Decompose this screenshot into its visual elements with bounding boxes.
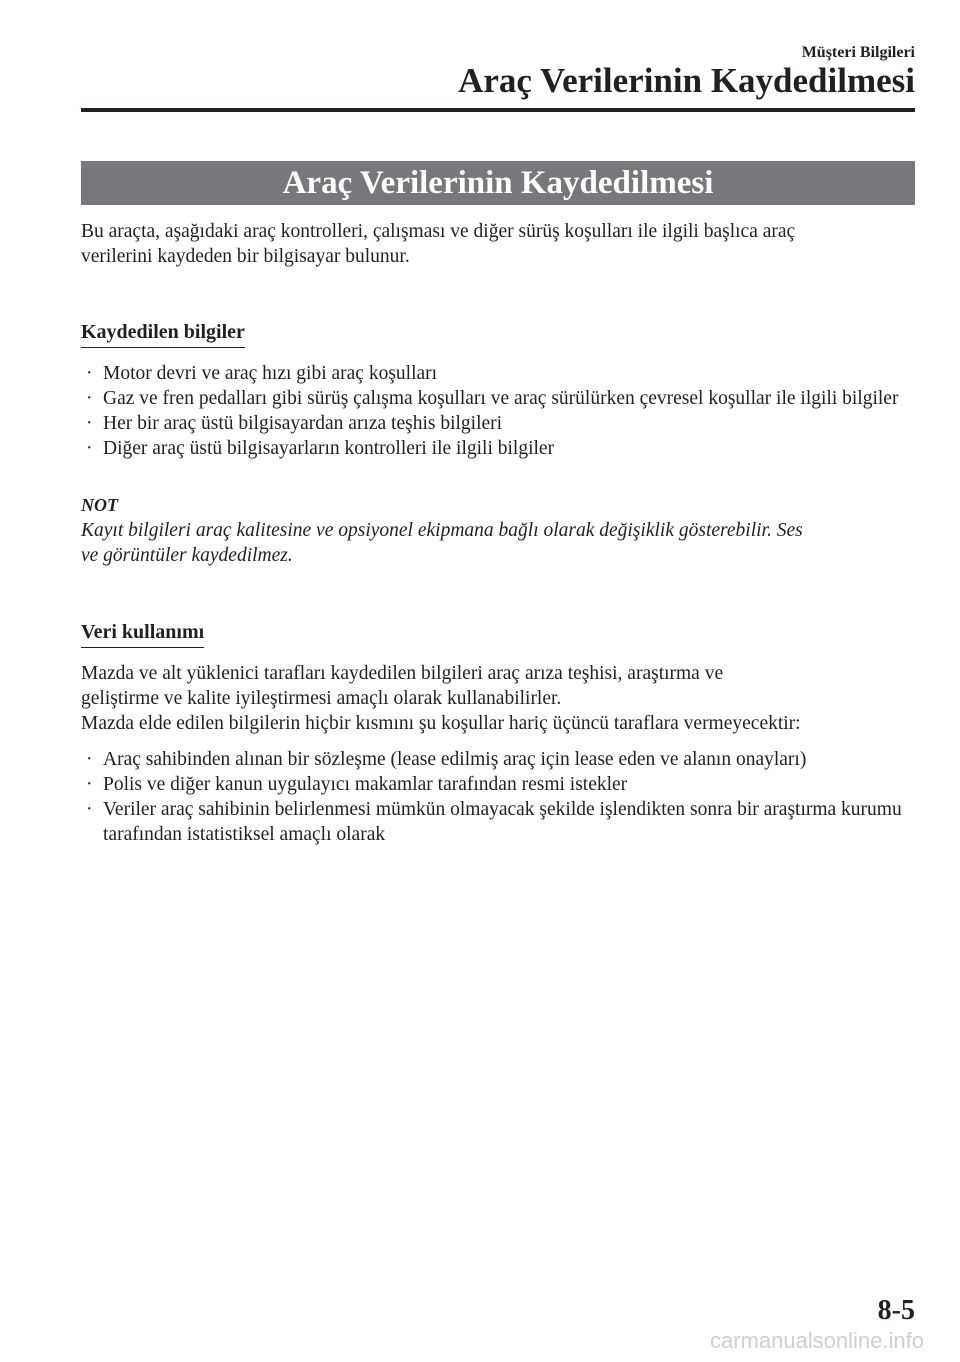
note-line-2: ve görüntüler kaydedilmez.: [81, 545, 293, 566]
data-usage-heading: Veri kullanımı: [81, 620, 204, 648]
list-item: [81, 436, 915, 461]
list-item: [81, 411, 915, 436]
bullet-marker: ·: [86, 363, 93, 384]
header-divider: [81, 108, 915, 112]
list-item-text: Diğer araç üstü bilgisayarların kontrolleri ile ilgili bilgiler: [103, 438, 555, 459]
recorded-info-list: [81, 361, 915, 461]
list-item: [81, 772, 915, 797]
usage-paragraph-line-2: geliştirme ve kalite iyileştirmesi amaçlı olarak kullanabilirler.: [81, 688, 562, 709]
recorded-info-heading: Kaydedilen bilgiler: [81, 320, 245, 348]
usage-conditions-list: [81, 747, 915, 847]
list-item: [81, 797, 915, 847]
bullet-marker: ·: [86, 438, 93, 459]
intro-line-2: verilerini kaydeden bir bilgisayar bulunur.: [81, 246, 410, 267]
watermark: carmanualsonline.info: [709, 1328, 924, 1353]
list-item: [81, 747, 915, 772]
usage-paragraph-line-3: Mazda elde edilen bilgilerin hiçbir kısmını şu koşullar hariç üçüncü taraflara vermeyecektir:: [81, 713, 801, 734]
list-item-text: Her bir araç üstü bilgisayardan arıza teşhis bilgileri: [103, 413, 503, 434]
usage-paragraph-line-1: Mazda ve alt yüklenici tarafları kaydedilen bilgileri araç arıza teşhisi, araştırma ve: [81, 663, 724, 684]
bullet-marker: ·: [86, 749, 93, 770]
list-item-text: Veriler araç sahibinin belirlenmesi mümkün olmayacak şekilde işlendikten sonra bir araştırma kurumu tarafından istatistiksel amaçlı olarak: [103, 799, 902, 845]
running-header-section: Müşteri Bilgileri: [801, 44, 915, 61]
list-item: [81, 361, 915, 386]
bullet-marker: ·: [86, 774, 93, 795]
list-item-text: Polis ve diğer kanun uygulayıcı makamlar tarafından resmi istekler: [103, 774, 628, 795]
running-header-title: Araç Verilerinin Kaydedilmesi: [458, 61, 915, 100]
bullet-marker: ·: [86, 388, 93, 409]
bullet-marker: ·: [86, 413, 93, 434]
bullet-marker: ·: [86, 799, 93, 820]
intro-line-1: Bu araçta, aşağıdaki araç kontrolleri, çalışması ve diğer sürüş koşulları ile ilgili başlıca araç: [81, 221, 796, 242]
list-item-text: Motor devri ve araç hızı gibi araç koşulları: [103, 363, 438, 384]
page-number: 8-5: [877, 1295, 915, 1326]
list-item-text: Araç sahibinden alınan bir sözleşme (lease edilmiş araç için lease eden ve alanın onayları): [103, 749, 807, 770]
list-item: [81, 386, 915, 411]
note-label: NOT: [81, 495, 118, 515]
note-line-1: Kayıt bilgileri araç kalitesine ve opsiyonel ekipmana bağlı olarak değişiklik gösterebilir. Ses: [81, 520, 803, 541]
list-item-text: Gaz ve fren pedalları gibi sürüş çalışma koşulları ve araç sürülürken çevresel koşullar ile ilgili bilgiler: [103, 388, 899, 409]
page-content: [81, 219, 915, 847]
section-title-banner: Araç Verilerinin Kaydedilmesi: [81, 161, 915, 205]
